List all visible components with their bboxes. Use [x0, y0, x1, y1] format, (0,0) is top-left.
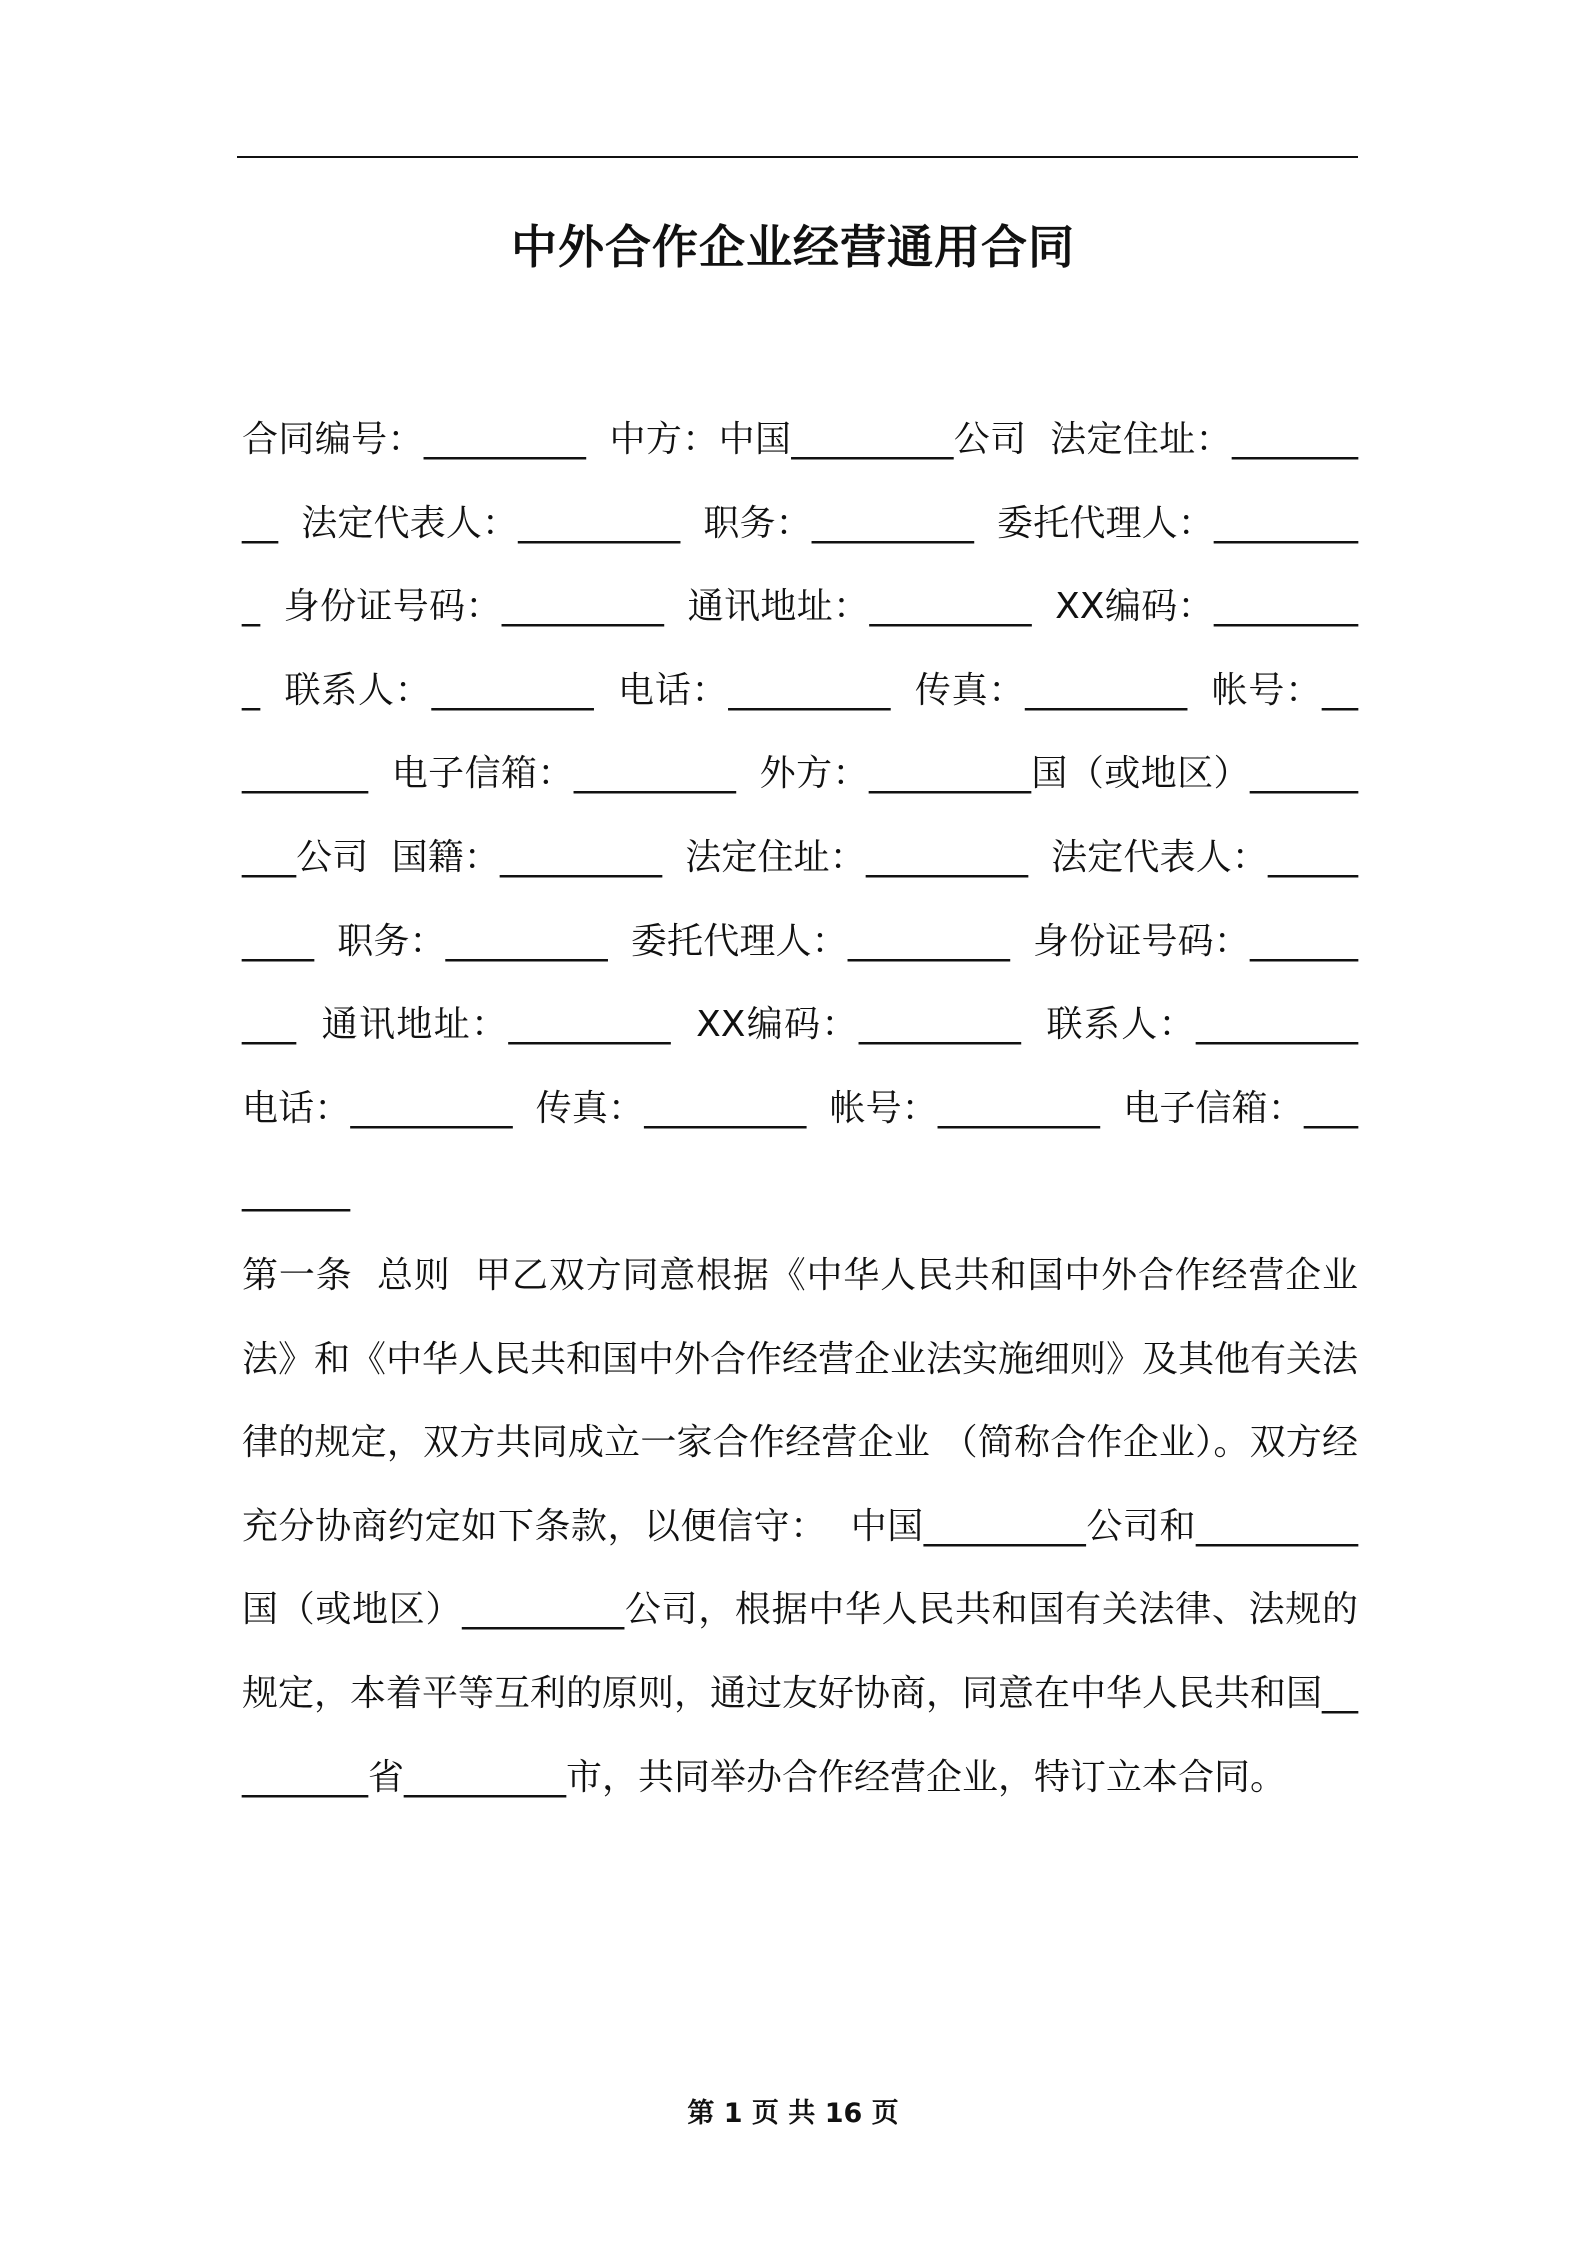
header-rule — [237, 156, 1358, 158]
page-number-footer: 第 1 页 共 16 页 — [687, 2098, 899, 2129]
document-title: 中外合作企业经营通用合同 — [511, 220, 1075, 274]
document-body — [242, 398, 1381, 1819]
contract-parties-block: 合同编号：_________ 中方：中国_________公司 法定住址：_________ 法定代表人：_________ 职务：_________ 委托代理人：_________ 身份证号码：_________ 通讯地址：_________ XX编码：_________ 联系人：_________ 电话：_________ 传真：_________ 帐号：_________ 电子信箱：_________ 外方：_________国（或地区）_________公司 国籍：_________ 法定住址：_________ 法定代表人：_________ 职务：_________ 委托代理人：_________ 身份证号码：_________ 通讯地址：_________ XX编码：_________ 联系人：_________ 电话：_________ 传真：_________ 帐号：_________ 电子信箱：_________ — [242, 419, 1381, 1213]
article-1-general-provisions: 第一条 总则 甲乙双方同意根据《中华人民共和国中外合作经营企业法》和《中华人民共和国中外合作经营企业法实施细则》及其他有关法律的规定，双方共同成立一家合作经营企业 （简称合作企业）。双方经充分协商约定如下条款，以便信守： 中国_________公司和_________国（或地区）_________公司，根据中华人民共和国有关法律、法规的规定，本着平等互利的原则，通过友好协商，同意在中华人民共和国_________省_________市，共同举办合作经营企业，特订立本合同。 — [242, 1254, 1359, 1798]
